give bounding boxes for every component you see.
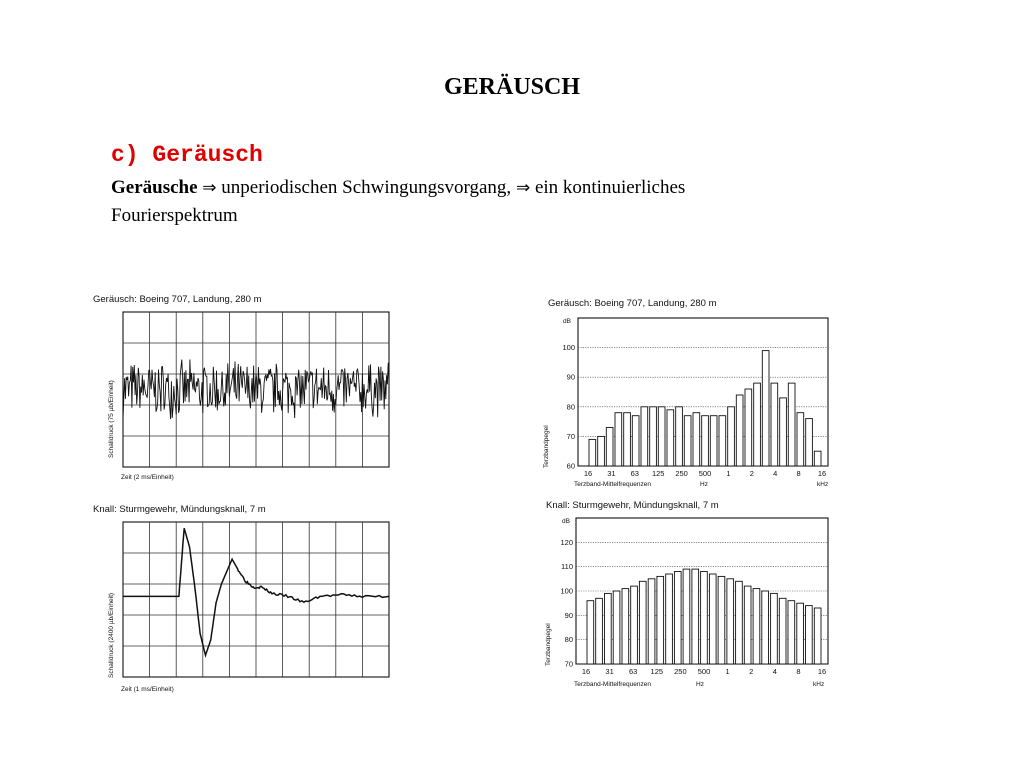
spectrum-ytick-label: 120 [560, 537, 573, 547]
spectrum-bar [788, 383, 795, 466]
spectrum-xtick-label: 2 [749, 667, 754, 676]
spectrum-xtick-label: 125 [651, 469, 665, 478]
spectrum-bar [622, 589, 629, 664]
spectrum-bar [727, 579, 734, 664]
bang-spectrum-xlabel: Terzband-Mittelfrequenzen [574, 681, 651, 688]
noise-spectrum-xlabel: Terzband-Mittelfrequenzen [574, 481, 651, 488]
bang-spectrum-yticks [560, 538, 573, 669]
spectrum-xtick-label: 1 [726, 469, 731, 478]
spectrum-ytick-label: 70 [566, 431, 575, 441]
spectrum-bar [710, 416, 717, 466]
spectrum-xtick-label: 500 [697, 667, 711, 676]
bang-waveform-ylabel: Schalldruck (2400 µb/Einheit) [108, 592, 115, 678]
spectrum-ytick-label: 80 [564, 635, 573, 645]
spectrum-bar [631, 586, 638, 664]
spectrum-bar [719, 416, 726, 466]
spectrum-xtick-label: 16 [583, 469, 593, 478]
spectrum-ytick-label: 80 [566, 402, 575, 412]
spectrum-bar [606, 428, 613, 467]
spectrum-xtick-label: 16 [817, 469, 827, 478]
bang-waveform-title: Knall: Sturmgewehr, Mündungsknall, 7 m [93, 504, 266, 515]
bang-spectrum-title: Knall: Sturmgewehr, Mündungsknall, 7 m [546, 500, 719, 511]
spectrum-bar [676, 407, 683, 466]
spectrum-bar [745, 389, 752, 466]
spectrum-xtick-label: 16 [817, 667, 827, 676]
spectrum-bar [657, 576, 664, 664]
spectrum-bar [596, 598, 603, 664]
body-term: Geräusche [111, 177, 198, 198]
spectrum-bar [589, 439, 596, 466]
spectrum-xtick-label: 8 [796, 469, 801, 478]
spectrum-bar [667, 410, 674, 466]
spectrum-ytick-label: 70 [564, 659, 573, 669]
spectrum-xtick-label: 2 [749, 469, 754, 478]
noise-waveform-xlabel: Zeit (2 ms/Einheit) [121, 474, 174, 481]
spectrum-bar [692, 569, 699, 664]
spectrum-bar [744, 586, 751, 664]
spectrum-bar [788, 601, 795, 664]
noise-waveform-ylabel: Schalldruck (75 µb/Einheit) [108, 380, 115, 458]
spectrum-bar [728, 407, 735, 466]
spectrum-bar [674, 572, 681, 665]
noise-spectrum-xticks [584, 469, 826, 478]
body-text-2: ein kontinuierliches [530, 177, 686, 198]
spectrum-bar [613, 591, 620, 664]
spectrum-ytick-label: 60 [566, 461, 575, 471]
spectrum-bar [684, 416, 691, 466]
spectrum-ytick-label: 100 [562, 343, 575, 353]
spectrum-bar [666, 574, 673, 664]
spectrum-bar [718, 576, 725, 664]
section-heading: c) Geräusch [111, 142, 263, 168]
spectrum-bar [806, 419, 813, 466]
spectrum-bar [683, 569, 690, 664]
noise-spectrum-chart [530, 290, 850, 490]
noise-waveform-title: Geräusch: Boeing 707, Landung, 280 m [93, 294, 262, 305]
implies-arrow-1: ⇒ [202, 178, 217, 198]
spectrum-xtick-label: 4 [772, 667, 777, 676]
bang-spectrum-xticks [582, 667, 826, 676]
noise-spectrum-yunit: dB [563, 318, 571, 325]
spectrum-bar [754, 383, 761, 466]
spectrum-bar [587, 601, 594, 664]
spectrum-bar [814, 608, 821, 664]
spectrum-bar [814, 451, 821, 466]
spectrum-bar [771, 383, 778, 466]
noise-waveform-chart [88, 286, 408, 486]
spectrum-bar [701, 572, 708, 665]
bang-spectrum-hz: Hz [696, 681, 704, 688]
spectrum-bar [780, 398, 787, 466]
spectrum-xtick-label: 250 [675, 469, 688, 478]
bang-spectrum-khz: kHz [813, 681, 825, 688]
body-line-1 [111, 177, 685, 199]
spectrum-xtick-label: 63 [629, 667, 638, 676]
spectrum-ytick-label: 110 [561, 562, 573, 572]
bang-waveform-grid [123, 522, 389, 677]
implies-arrow-2: ⇒ [515, 178, 531, 198]
bang-waveform-chart [88, 496, 408, 696]
spectrum-bar [736, 581, 743, 664]
bang-spectrum-chart [530, 494, 850, 694]
spectrum-xtick-label: 500 [698, 469, 712, 478]
spectrum-bar [806, 606, 813, 664]
spectrum-bar [702, 416, 709, 466]
noise-spectrum-ylabel: Terzbandpegel [543, 425, 550, 468]
spectrum-bar [639, 581, 646, 664]
spectrum-bar [797, 413, 804, 466]
bang-spectrum-bars [587, 569, 821, 664]
spectrum-xtick-label: 1 [725, 667, 730, 676]
spectrum-bar [641, 407, 648, 466]
spectrum-xtick-label: 125 [650, 667, 664, 676]
body-line-2: Fourierspektrum [111, 205, 238, 226]
noise-spectrum-yticks [562, 343, 575, 470]
spectrum-bar [658, 407, 665, 466]
spectrum-bar [693, 413, 700, 466]
spectrum-bar [632, 416, 639, 466]
noise-spectrum-hz: Hz [700, 481, 708, 488]
body-text-1: unperiodischen Schwingungsvorgang, [216, 177, 516, 198]
spectrum-xtick-label: 31 [605, 667, 614, 676]
spectrum-bar [771, 593, 778, 664]
spectrum-bar [615, 413, 622, 466]
spectrum-bar [650, 407, 657, 466]
spectrum-bar [753, 589, 760, 664]
bang-spectrum-ylabel: Terzbandpegel [545, 623, 552, 666]
spectrum-bar [598, 436, 605, 466]
spectrum-xtick-label: 63 [630, 469, 639, 478]
spectrum-bar [648, 579, 655, 664]
spectrum-xtick-label: 16 [581, 667, 591, 676]
bang-spectrum-yunit: dB [562, 518, 570, 525]
spectrum-bar [797, 603, 804, 664]
spectrum-ytick-label: 90 [564, 610, 573, 620]
noise-spectrum-bars [589, 351, 821, 466]
spectrum-bar [779, 598, 786, 664]
spectrum-bar [762, 351, 769, 466]
spectrum-bar [736, 395, 743, 466]
slide-title: GERÄUSCH [443, 74, 581, 100]
spectrum-ytick-label: 100 [560, 586, 573, 596]
spectrum-xtick-label: 31 [607, 469, 616, 478]
noise-spectrum-khz: kHz [817, 481, 829, 488]
noise-spectrum-title: Geräusch: Boeing 707, Landung, 280 m [548, 298, 717, 309]
spectrum-xtick-label: 8 [796, 667, 801, 676]
spectrum-bar [709, 574, 716, 664]
bang-waveform-xlabel: Zeit (1 ms/Einheit) [121, 686, 174, 693]
spectrum-bar [762, 591, 769, 664]
spectrum-ytick-label: 90 [566, 372, 575, 382]
spectrum-xtick-label: 250 [674, 667, 687, 676]
spectrum-bar [605, 593, 612, 664]
spectrum-bar [624, 413, 631, 466]
spectrum-xtick-label: 4 [773, 469, 778, 478]
